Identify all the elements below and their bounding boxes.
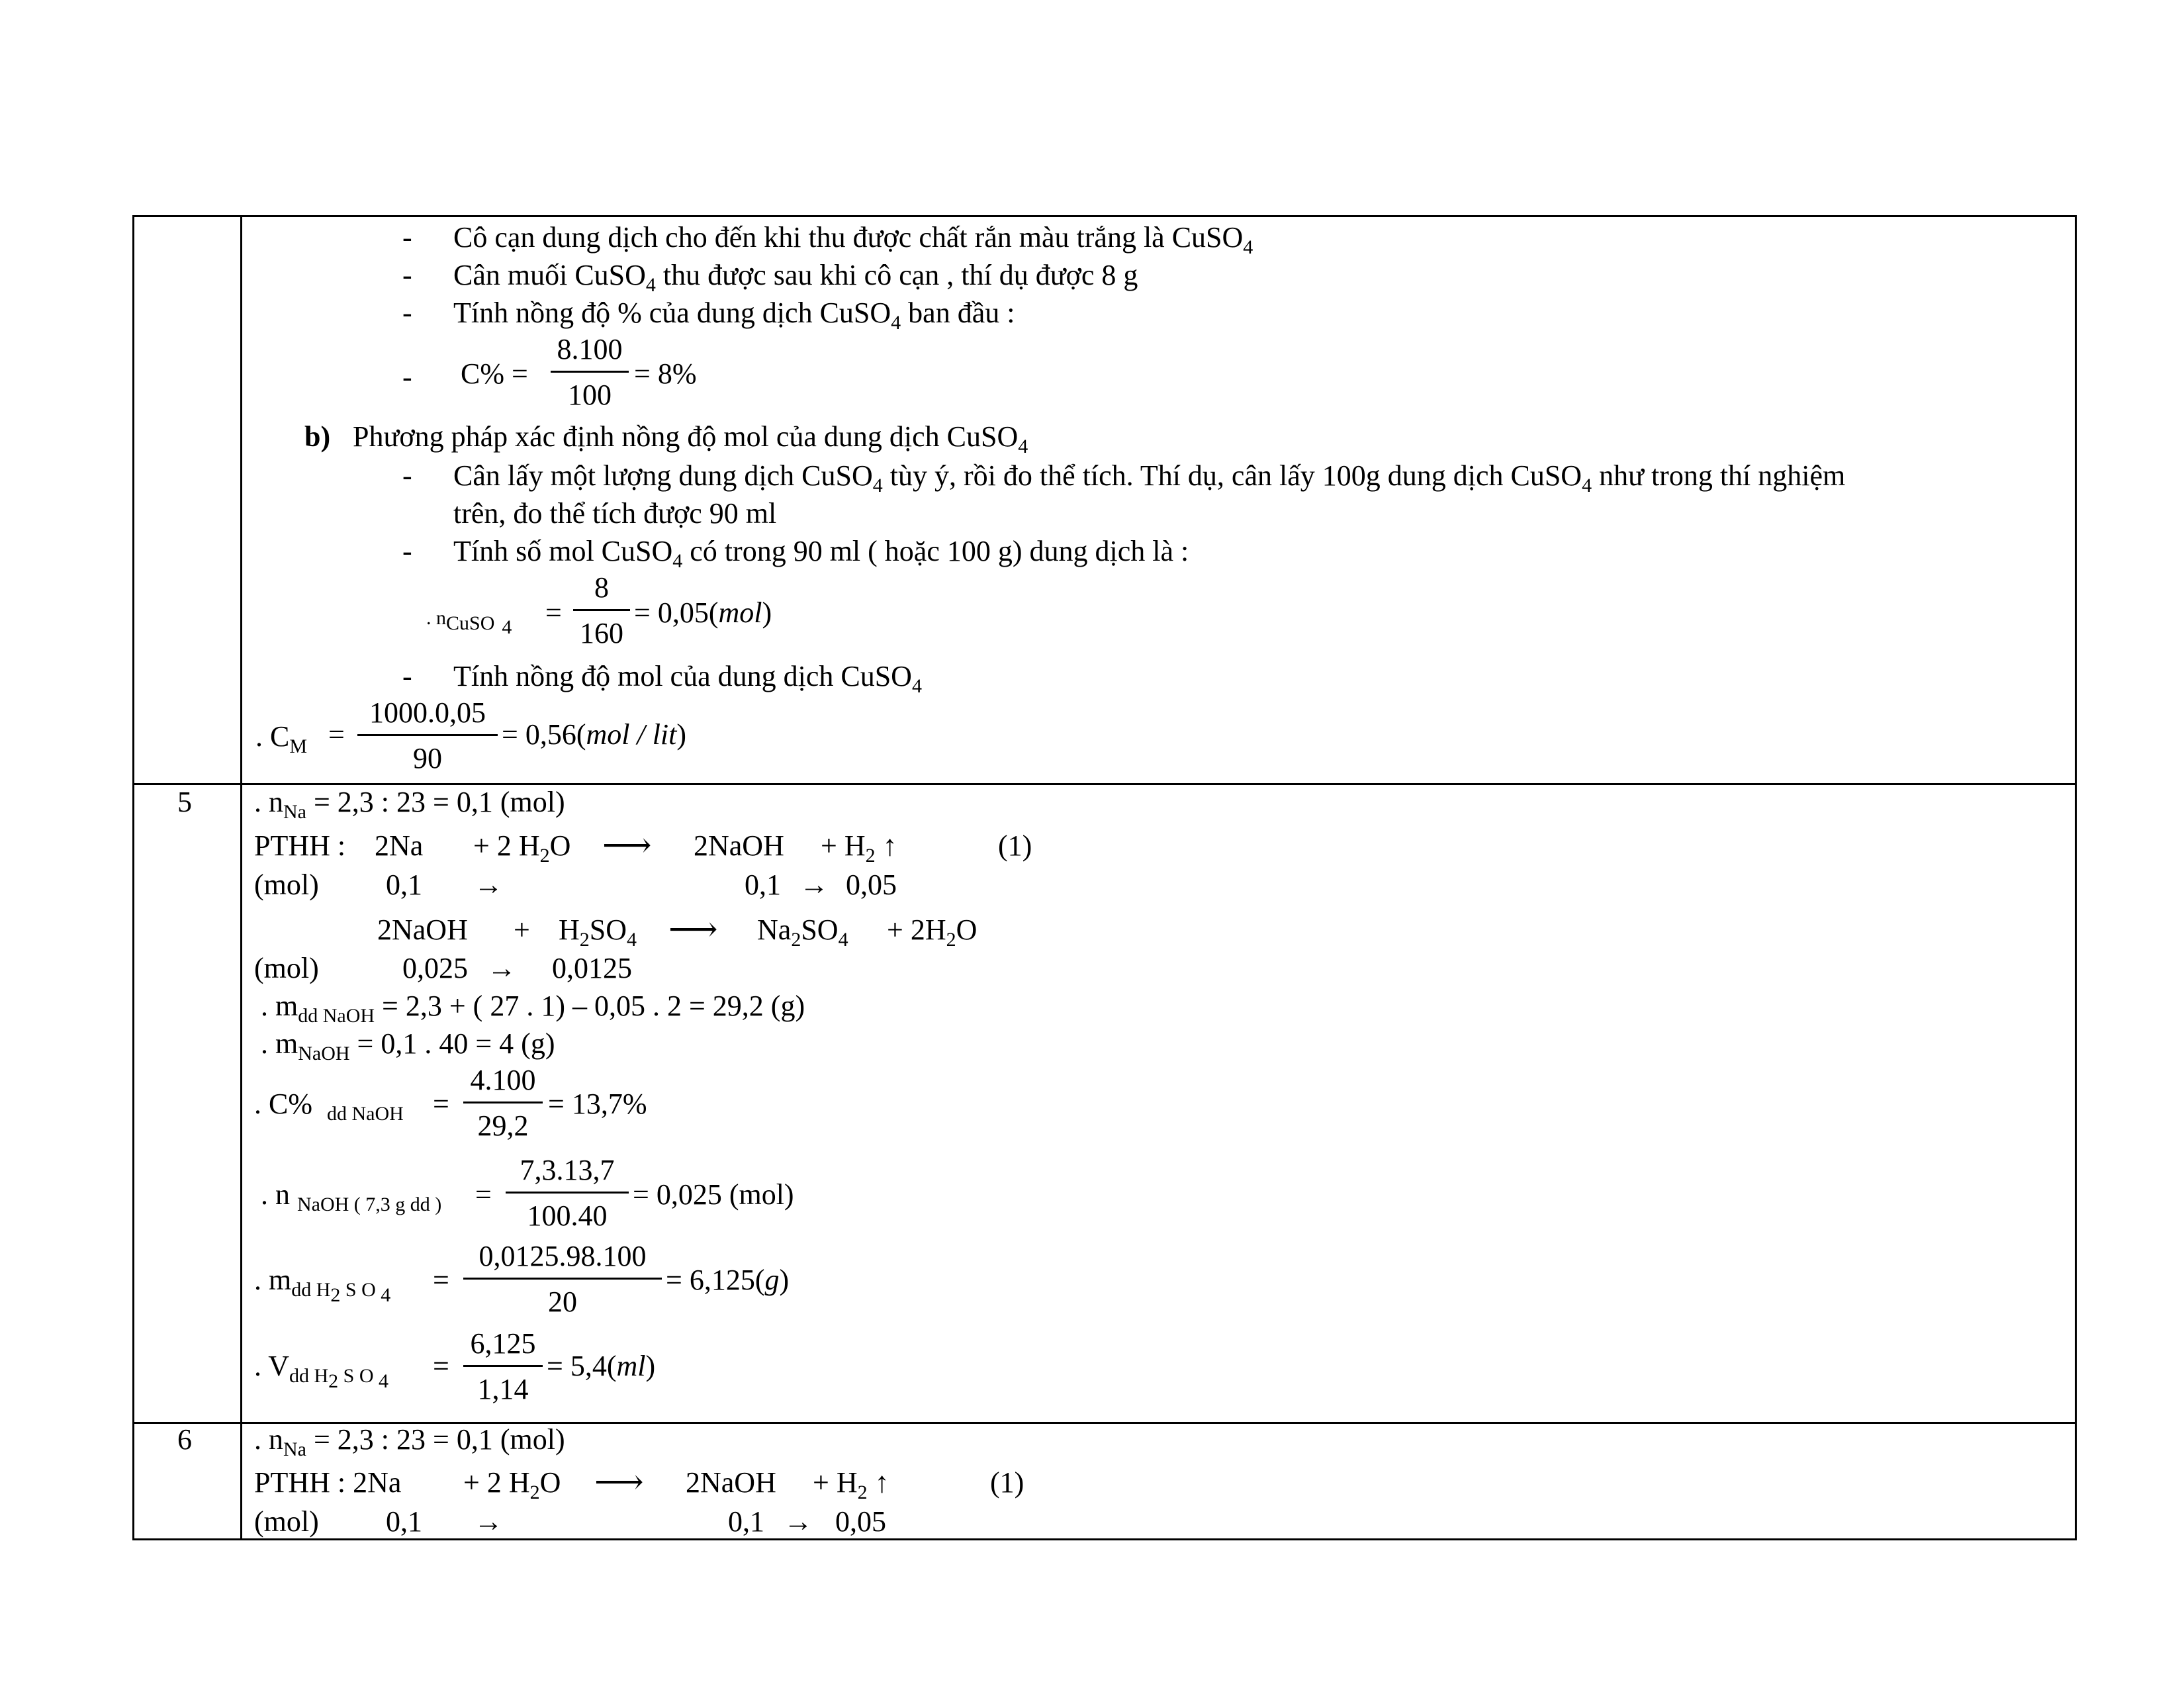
step-weigh-salt: Cân muối CuSO$_4$ thu được sau khi cô cạn , thí dụ được 8 g (453, 259, 1138, 296)
formula-n-rhs: = 0,05(mol) (634, 596, 772, 629)
formula-v-h2so4-lhs: . $V_{dd H2}$ $_{S O}$ $_4$ (254, 1350, 389, 1392)
reactant-naoh: 2NaOH (377, 914, 468, 946)
fraction: 6,125 1,14 (463, 1329, 543, 1404)
mol-value: 0,1 (745, 868, 781, 901)
product-naoh: 2NaOH (694, 829, 784, 862)
answer-table (132, 215, 2077, 1540)
mass-solution-naoh: . $m_{dd NaOH} = 2,3$ + ( 27 . 1) – 0,05 . 2 = 29,2 (g) (261, 990, 805, 1027)
arrow: → (474, 868, 503, 901)
formula-c-percent-naoh-lhs: . C% $_{dd NaOH}$ (254, 1088, 404, 1125)
step-measure-volume: Cân lấy một lượng dung dịch CuSO$_4$ tùy ý, rồi đo thể tích. Thí dụ, cân lấy 100g dung dịch CuSO$_4$ như trong thí nghiệm (453, 459, 1846, 496)
reaction-arrow: ⟶ (594, 1464, 644, 1501)
bullet: - (402, 259, 412, 291)
product-h2: + $H_2$ ↑ (821, 829, 897, 867)
step-moles: Tính số mol CuSO$_4$ có trong 90 ml ( hoặc 100 g) dung dịch là : (453, 535, 1189, 572)
equals: = (475, 1178, 492, 1211)
product-naoh: 2NaOH (686, 1466, 776, 1499)
column-divider (240, 217, 242, 1538)
arrow: → (784, 1505, 813, 1538)
formula-c-percent-naoh-rhs: = 13,7% (548, 1088, 647, 1120)
formula-c-percent-lhs: C% = (461, 357, 528, 390)
bullet: - (402, 459, 412, 492)
equals: = (328, 718, 345, 751)
formula-n-lhs: . nCuSO $_4$ (426, 607, 512, 638)
fraction: 8.100 100 (551, 335, 629, 410)
mass-naoh: . $m_{NaOH} = 0,1$ . 40 = 4 (g) (261, 1027, 555, 1064)
mol-label: (mol) (254, 868, 319, 901)
fraction: 4.100 29,2 (463, 1066, 543, 1141)
mol-value: 0,05 (835, 1505, 886, 1538)
equals: = (433, 1088, 449, 1120)
reaction-arrow: ⟶ (602, 827, 652, 865)
mol-label: (mol) (254, 1505, 319, 1538)
mol-value: 0,1 (386, 868, 422, 901)
equals: = (545, 596, 562, 629)
mol-value: 0,1 (728, 1505, 764, 1538)
equation-number: (1) (990, 1466, 1024, 1499)
arrow: → (799, 868, 829, 901)
product-na2so4: $Na_2SO_4$ (757, 914, 848, 951)
equals: = (433, 1264, 449, 1296)
mol-value: 0,025 (402, 952, 468, 984)
section-b-label: b) (304, 420, 331, 453)
fraction: 7,3.13,7 100.40 (506, 1156, 629, 1231)
formula-m-h2so4-lhs: . $m_{dd H2}$ $_{S O}$ $_4$ (254, 1264, 391, 1306)
fraction: 8 160 (573, 573, 630, 648)
bullet: - (402, 361, 412, 393)
reactant-h2so4: $H_2SO_4$ (559, 914, 637, 951)
product-h2: + $H_2$ ↑ (813, 1466, 889, 1503)
formula-n-naoh-lhs: . n $_{NaOH ( 7,3 g dd )}$ (261, 1178, 442, 1215)
formula-m-h2so4-rhs: = 6,125(g) (666, 1264, 790, 1296)
mol-label: (mol) (254, 952, 319, 984)
formula-n-naoh-rhs: = 0,025 (mol) (633, 1178, 794, 1211)
formula-cm-lhs: . $C_M$ (255, 720, 308, 757)
equals: = (433, 1350, 449, 1382)
reactant-na: 2Na (375, 829, 424, 862)
pthh-label: PTHH : (254, 829, 346, 862)
arrow: → (487, 952, 516, 984)
reactant-water: + 2 $H_2O$ (463, 1466, 561, 1503)
equation-number: (1) (998, 829, 1032, 862)
formula-cm-rhs: = 0,56(mol / lit) (502, 718, 687, 751)
formula-v-h2so4-rhs: = 5,4(ml) (547, 1350, 656, 1382)
arrow: → (474, 1505, 503, 1538)
moles-na: . $n_{Na} = 2,3$ : 23 = 0,1 (mol) (254, 786, 565, 823)
pthh-label: PTHH : 2Na (254, 1466, 402, 1499)
moles-na: . $n_{Na} = 2,3$ : 23 = 0,1 (mol) (254, 1423, 565, 1460)
mol-value: 0,1 (386, 1505, 422, 1538)
bullet: - (402, 660, 412, 692)
bullet: - (402, 535, 412, 567)
bullet: - (402, 297, 412, 329)
row-divider-5 (134, 783, 2075, 785)
step-measure-volume-cont: trên, đo thể tích được 90 ml (453, 497, 777, 530)
reaction-arrow: ⟶ (668, 911, 718, 949)
plus: + (514, 914, 530, 946)
question-number: 6 (177, 1423, 192, 1456)
fraction: 0,0125.98.100 20 (463, 1242, 662, 1317)
formula-c-percent-rhs: = 8% (634, 357, 697, 390)
product-water: + $2H_2O$ (887, 914, 978, 951)
question-number: 5 (177, 786, 192, 818)
step-molar-concentration: Tính nồng độ mol của dung dịch CuSO$_4$ (453, 660, 922, 697)
step-evaporate: Cô cạn dung dịch cho đến khi thu được chất rắn màu trắng là CuSO$_4$ (453, 221, 1253, 258)
mol-value: 0,0125 (552, 952, 632, 984)
reactant-water: + 2 $H_2O$ (473, 829, 571, 867)
bullet: - (402, 221, 412, 254)
mol-value: 0,05 (846, 868, 897, 901)
fraction: 1000.0,05 90 (357, 698, 498, 773)
section-b-title: Phương pháp xác định nồng độ mol của dung dịch CuSO$_4$ (353, 420, 1028, 457)
step-percent-concentration: Tính nồng độ % của dung dịch CuSO$_4$ ban đầu : (453, 297, 1015, 334)
